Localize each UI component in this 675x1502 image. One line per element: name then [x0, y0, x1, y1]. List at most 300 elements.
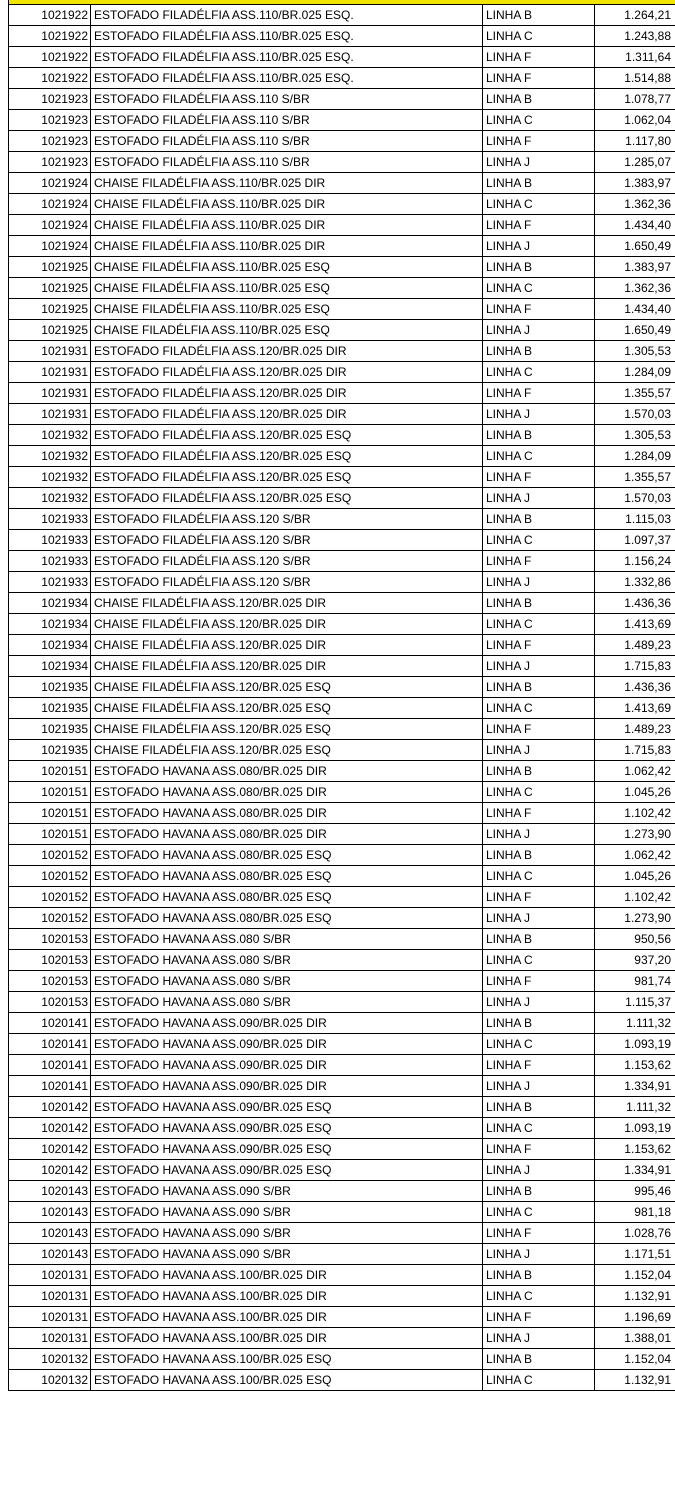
product-line-cell[interactable]: LINHA C — [483, 278, 595, 299]
product-code-cell[interactable]: 1021925 — [9, 257, 91, 278]
product-line-cell[interactable]: LINHA C — [483, 1286, 595, 1307]
product-description-cell[interactable]: ESTOFADO FILADÉLFIA ASS.120/BR.025 ESQ — [91, 446, 483, 467]
product-description-cell[interactable]: ESTOFADO HAVANA ASS.090 S/BR — [91, 1181, 483, 1202]
price-cell[interactable]: 1.436,36 — [595, 593, 675, 614]
table-row[interactable] — [9, 1055, 675, 1076]
price-cell[interactable]: 1.171,51 — [595, 1244, 675, 1265]
product-line-cell[interactable]: LINHA B — [483, 1265, 595, 1286]
price-cell[interactable]: 1.062,04 — [595, 110, 675, 131]
table-row[interactable] — [9, 1160, 675, 1181]
product-line-cell[interactable]: LINHA B — [483, 677, 595, 698]
price-cell[interactable]: 1.152,04 — [595, 1349, 675, 1370]
price-cell[interactable]: 1.355,57 — [595, 467, 675, 488]
product-description-cell[interactable]: ESTOFADO HAVANA ASS.090/BR.025 DIR — [91, 1055, 483, 1076]
price-cell[interactable]: 1.152,04 — [595, 1265, 675, 1286]
price-cell[interactable]: 1.285,07 — [595, 152, 675, 173]
price-cell[interactable]: 1.650,49 — [595, 320, 675, 341]
price-cell[interactable]: 937,20 — [595, 950, 675, 971]
table-row[interactable] — [9, 929, 675, 950]
product-code-cell[interactable]: 1020131 — [9, 1265, 91, 1286]
price-cell[interactable]: 1.093,19 — [595, 1034, 675, 1055]
product-code-cell[interactable]: 1021932 — [9, 488, 91, 509]
price-cell[interactable]: 1.514,88 — [595, 68, 675, 89]
price-cell[interactable]: 1.383,97 — [595, 173, 675, 194]
table-row[interactable] — [9, 320, 675, 341]
table-row[interactable] — [9, 1034, 675, 1055]
table-row[interactable] — [9, 1265, 675, 1286]
product-line-cell[interactable]: LINHA J — [483, 1328, 595, 1349]
product-description-cell[interactable]: ESTOFADO FILADÉLFIA ASS.110 S/BR — [91, 89, 483, 110]
product-description-cell[interactable]: ESTOFADO FILADÉLFIA ASS.110 S/BR — [91, 152, 483, 173]
price-cell[interactable]: 1.045,26 — [595, 866, 675, 887]
table-row[interactable] — [9, 1097, 675, 1118]
product-description-cell[interactable]: ESTOFADO HAVANA ASS.100/BR.025 DIR — [91, 1265, 483, 1286]
product-code-cell[interactable]: 1021923 — [9, 89, 91, 110]
price-cell[interactable]: 981,18 — [595, 1202, 675, 1223]
table-row[interactable] — [9, 257, 675, 278]
price-cell[interactable]: 1.117,80 — [595, 131, 675, 152]
price-cell[interactable]: 1.028,76 — [595, 1223, 675, 1244]
price-cell[interactable]: 1.273,90 — [595, 908, 675, 929]
price-cell[interactable]: 1.132,91 — [595, 1370, 675, 1391]
product-description-cell[interactable]: CHAISE FILADÉLFIA ASS.120/BR.025 ESQ — [91, 677, 483, 698]
product-code-cell[interactable]: 1021924 — [9, 236, 91, 257]
product-line-cell[interactable]: LINHA B — [483, 845, 595, 866]
product-description-cell[interactable]: ESTOFADO FILADÉLFIA ASS.120/BR.025 DIR — [91, 341, 483, 362]
product-code-cell[interactable]: 1021924 — [9, 194, 91, 215]
product-line-cell[interactable]: LINHA B — [483, 593, 595, 614]
table-row[interactable] — [9, 530, 675, 551]
product-line-cell[interactable]: LINHA F — [483, 47, 595, 68]
table-row[interactable] — [9, 425, 675, 446]
product-line-cell[interactable]: LINHA B — [483, 257, 595, 278]
product-description-cell[interactable]: ESTOFADO FILADÉLFIA ASS.110 S/BR — [91, 131, 483, 152]
price-cell[interactable]: 1.715,83 — [595, 656, 675, 677]
product-description-cell[interactable]: ESTOFADO HAVANA ASS.100/BR.025 DIR — [91, 1307, 483, 1328]
product-description-cell[interactable]: ESTOFADO HAVANA ASS.100/BR.025 ESQ — [91, 1370, 483, 1391]
price-cell[interactable]: 1.093,19 — [595, 1118, 675, 1139]
table-row[interactable] — [9, 362, 675, 383]
product-description-cell[interactable]: CHAISE FILADÉLFIA ASS.120/BR.025 ESQ — [91, 740, 483, 761]
product-line-cell[interactable]: LINHA B — [483, 1013, 595, 1034]
product-description-cell[interactable]: CHAISE FILADÉLFIA ASS.110/BR.025 ESQ — [91, 320, 483, 341]
product-description-cell[interactable]: ESTOFADO HAVANA ASS.080/BR.025 DIR — [91, 782, 483, 803]
product-description-cell[interactable]: ESTOFADO HAVANA ASS.090/BR.025 DIR — [91, 1034, 483, 1055]
product-description-cell[interactable]: ESTOFADO HAVANA ASS.090/BR.025 ESQ — [91, 1160, 483, 1181]
product-line-cell[interactable]: LINHA J — [483, 1244, 595, 1265]
product-code-cell[interactable]: 1021935 — [9, 698, 91, 719]
price-cell[interactable]: 1.115,03 — [595, 509, 675, 530]
product-line-cell[interactable]: LINHA F — [483, 635, 595, 656]
product-code-cell[interactable]: 1020143 — [9, 1181, 91, 1202]
price-cell[interactable]: 1.436,36 — [595, 677, 675, 698]
price-cell[interactable]: 1.570,03 — [595, 488, 675, 509]
product-code-cell[interactable]: 1020152 — [9, 887, 91, 908]
product-line-cell[interactable]: LINHA J — [483, 740, 595, 761]
product-line-cell[interactable]: LINHA B — [483, 1181, 595, 1202]
product-code-cell[interactable]: 1021931 — [9, 341, 91, 362]
product-line-cell[interactable]: LINHA F — [483, 1139, 595, 1160]
product-description-cell[interactable]: CHAISE FILADÉLFIA ASS.110/BR.025 DIR — [91, 236, 483, 257]
product-line-cell[interactable]: LINHA B — [483, 1349, 595, 1370]
product-description-cell[interactable]: CHAISE FILADÉLFIA ASS.120/BR.025 ESQ — [91, 698, 483, 719]
product-code-cell[interactable]: 1020131 — [9, 1328, 91, 1349]
product-line-cell[interactable]: LINHA C — [483, 362, 595, 383]
product-line-cell[interactable]: LINHA J — [483, 488, 595, 509]
product-code-cell[interactable]: 1020131 — [9, 1307, 91, 1328]
product-line-cell[interactable]: LINHA F — [483, 68, 595, 89]
table-row[interactable] — [9, 656, 675, 677]
product-description-cell[interactable]: CHAISE FILADÉLFIA ASS.120/BR.025 DIR — [91, 593, 483, 614]
table-row[interactable] — [9, 278, 675, 299]
price-cell[interactable]: 1.334,91 — [595, 1076, 675, 1097]
product-code-cell[interactable]: 1021932 — [9, 467, 91, 488]
table-row[interactable] — [9, 509, 675, 530]
table-row[interactable] — [9, 1076, 675, 1097]
table-row[interactable] — [9, 446, 675, 467]
table-row[interactable] — [9, 5, 675, 26]
product-line-cell[interactable]: LINHA F — [483, 1055, 595, 1076]
price-cell[interactable]: 1.097,37 — [595, 530, 675, 551]
product-description-cell[interactable]: CHAISE FILADÉLFIA ASS.120/BR.025 DIR — [91, 656, 483, 677]
product-description-cell[interactable]: ESTOFADO HAVANA ASS.100/BR.025 DIR — [91, 1286, 483, 1307]
price-cell[interactable]: 1.334,91 — [595, 1160, 675, 1181]
product-code-cell[interactable]: 1021934 — [9, 635, 91, 656]
table-row[interactable] — [9, 194, 675, 215]
product-line-cell[interactable]: LINHA F — [483, 1223, 595, 1244]
product-description-cell[interactable]: ESTOFADO FILADÉLFIA ASS.110/BR.025 ESQ. — [91, 68, 483, 89]
product-code-cell[interactable]: 1021932 — [9, 446, 91, 467]
product-line-cell[interactable]: LINHA F — [483, 803, 595, 824]
product-description-cell[interactable]: ESTOFADO HAVANA ASS.080 S/BR — [91, 971, 483, 992]
table-row[interactable] — [9, 992, 675, 1013]
price-cell[interactable]: 1.305,53 — [595, 341, 675, 362]
price-cell[interactable]: 1.264,21 — [595, 5, 675, 26]
table-row[interactable] — [9, 1202, 675, 1223]
product-line-cell[interactable]: LINHA F — [483, 131, 595, 152]
product-line-cell[interactable]: LINHA C — [483, 866, 595, 887]
product-code-cell[interactable]: 1021935 — [9, 677, 91, 698]
product-description-cell[interactable]: ESTOFADO FILADÉLFIA ASS.120 S/BR — [91, 551, 483, 572]
price-cell[interactable]: 1.434,40 — [595, 299, 675, 320]
product-description-cell[interactable]: CHAISE FILADÉLFIA ASS.110/BR.025 DIR — [91, 173, 483, 194]
product-description-cell[interactable]: ESTOFADO HAVANA ASS.080/BR.025 ESQ — [91, 908, 483, 929]
table-row[interactable] — [9, 740, 675, 761]
table-row[interactable] — [9, 215, 675, 236]
product-code-cell[interactable]: 1020143 — [9, 1223, 91, 1244]
product-line-cell[interactable]: LINHA C — [483, 950, 595, 971]
product-description-cell[interactable]: ESTOFADO FILADÉLFIA ASS.110/BR.025 ESQ. — [91, 5, 483, 26]
product-line-cell[interactable]: LINHA F — [483, 299, 595, 320]
price-cell[interactable]: 1.111,32 — [595, 1097, 675, 1118]
product-code-cell[interactable]: 1020131 — [9, 1286, 91, 1307]
table-row[interactable] — [9, 68, 675, 89]
price-cell[interactable]: 1.196,69 — [595, 1307, 675, 1328]
product-line-cell[interactable]: LINHA B — [483, 89, 595, 110]
product-description-cell[interactable]: ESTOFADO HAVANA ASS.080/BR.025 DIR — [91, 824, 483, 845]
product-line-cell[interactable]: LINHA J — [483, 404, 595, 425]
price-cell[interactable]: 1.284,09 — [595, 446, 675, 467]
price-cell[interactable]: 1.115,37 — [595, 992, 675, 1013]
table-row[interactable] — [9, 950, 675, 971]
product-line-cell[interactable]: LINHA F — [483, 887, 595, 908]
product-line-cell[interactable]: LINHA B — [483, 341, 595, 362]
product-code-cell[interactable]: 1020153 — [9, 950, 91, 971]
product-code-cell[interactable]: 1020142 — [9, 1097, 91, 1118]
table-row[interactable] — [9, 89, 675, 110]
product-code-cell[interactable]: 1020143 — [9, 1202, 91, 1223]
table-row[interactable] — [9, 1349, 675, 1370]
product-line-cell[interactable]: LINHA C — [483, 782, 595, 803]
product-code-cell[interactable]: 1020143 — [9, 1244, 91, 1265]
table-row[interactable] — [9, 383, 675, 404]
table-row[interactable] — [9, 719, 675, 740]
table-row[interactable] — [9, 908, 675, 929]
table-row[interactable] — [9, 1013, 675, 1034]
product-description-cell[interactable]: ESTOFADO HAVANA ASS.090/BR.025 DIR — [91, 1076, 483, 1097]
product-description-cell[interactable]: ESTOFADO FILADÉLFIA ASS.110/BR.025 ESQ. — [91, 26, 483, 47]
product-line-cell[interactable]: LINHA F — [483, 551, 595, 572]
price-cell[interactable]: 1.434,40 — [595, 215, 675, 236]
product-description-cell[interactable]: ESTOFADO HAVANA ASS.080/BR.025 ESQ — [91, 866, 483, 887]
product-code-cell[interactable]: 1021922 — [9, 5, 91, 26]
table-row[interactable] — [9, 761, 675, 782]
product-code-cell[interactable]: 1021922 — [9, 47, 91, 68]
product-description-cell[interactable]: ESTOFADO FILADÉLFIA ASS.120/BR.025 DIR — [91, 362, 483, 383]
product-line-cell[interactable]: LINHA C — [483, 1202, 595, 1223]
product-code-cell[interactable]: 1020142 — [9, 1160, 91, 1181]
price-cell[interactable]: 1.413,69 — [595, 614, 675, 635]
product-description-cell[interactable]: CHAISE FILADÉLFIA ASS.110/BR.025 ESQ — [91, 299, 483, 320]
product-description-cell[interactable]: ESTOFADO FILADÉLFIA ASS.120/BR.025 ESQ — [91, 425, 483, 446]
product-code-cell[interactable]: 1021931 — [9, 404, 91, 425]
price-cell[interactable]: 1.102,42 — [595, 887, 675, 908]
table-row[interactable] — [9, 1244, 675, 1265]
product-line-cell[interactable]: LINHA J — [483, 320, 595, 341]
product-line-cell[interactable]: LINHA J — [483, 1076, 595, 1097]
product-line-cell[interactable]: LINHA B — [483, 425, 595, 446]
product-description-cell[interactable]: ESTOFADO FILADÉLFIA ASS.120 S/BR — [91, 572, 483, 593]
product-line-cell[interactable]: LINHA F — [483, 971, 595, 992]
table-row[interactable] — [9, 1118, 675, 1139]
product-code-cell[interactable]: 1020142 — [9, 1139, 91, 1160]
table-row[interactable] — [9, 467, 675, 488]
price-cell[interactable]: 1.715,83 — [595, 740, 675, 761]
product-line-cell[interactable]: LINHA B — [483, 761, 595, 782]
table-row[interactable] — [9, 866, 675, 887]
price-cell[interactable]: 1.305,53 — [595, 425, 675, 446]
product-line-cell[interactable]: LINHA B — [483, 929, 595, 950]
price-cell[interactable]: 950,56 — [595, 929, 675, 950]
product-description-cell[interactable]: ESTOFADO HAVANA ASS.090/BR.025 ESQ — [91, 1097, 483, 1118]
product-code-cell[interactable]: 1021925 — [9, 278, 91, 299]
product-code-cell[interactable]: 1020151 — [9, 761, 91, 782]
product-description-cell[interactable]: ESTOFADO HAVANA ASS.090 S/BR — [91, 1244, 483, 1265]
product-description-cell[interactable]: ESTOFADO FILADÉLFIA ASS.110/BR.025 ESQ. — [91, 47, 483, 68]
product-line-cell[interactable]: LINHA J — [483, 572, 595, 593]
product-line-cell[interactable]: LINHA C — [483, 698, 595, 719]
price-cell[interactable]: 1.111,32 — [595, 1013, 675, 1034]
table-row[interactable] — [9, 551, 675, 572]
product-line-cell[interactable]: LINHA C — [483, 26, 595, 47]
price-cell[interactable]: 1.273,90 — [595, 824, 675, 845]
product-code-cell[interactable]: 1020141 — [9, 1034, 91, 1055]
product-line-cell[interactable]: LINHA C — [483, 1370, 595, 1391]
product-code-cell[interactable]: 1020152 — [9, 908, 91, 929]
product-description-cell[interactable]: CHAISE FILADÉLFIA ASS.110/BR.025 DIR — [91, 194, 483, 215]
product-code-cell[interactable]: 1020153 — [9, 929, 91, 950]
product-line-cell[interactable]: LINHA C — [483, 446, 595, 467]
product-line-cell[interactable]: LINHA F — [483, 719, 595, 740]
product-description-cell[interactable]: ESTOFADO FILADÉLFIA ASS.120 S/BR — [91, 530, 483, 551]
product-description-cell[interactable]: ESTOFADO HAVANA ASS.090 S/BR — [91, 1202, 483, 1223]
price-cell[interactable]: 1.078,77 — [595, 89, 675, 110]
product-code-cell[interactable]: 1020142 — [9, 1118, 91, 1139]
product-line-cell[interactable]: LINHA C — [483, 1118, 595, 1139]
product-description-cell[interactable]: ESTOFADO HAVANA ASS.080/BR.025 ESQ — [91, 887, 483, 908]
product-description-cell[interactable]: ESTOFADO FILADÉLFIA ASS.120 S/BR — [91, 509, 483, 530]
product-code-cell[interactable]: 1021922 — [9, 26, 91, 47]
price-cell[interactable]: 1.355,57 — [595, 383, 675, 404]
product-code-cell[interactable]: 1021934 — [9, 656, 91, 677]
table-row[interactable] — [9, 971, 675, 992]
price-cell[interactable]: 1.153,62 — [595, 1139, 675, 1160]
price-cell[interactable]: 1.362,36 — [595, 194, 675, 215]
table-row[interactable] — [9, 572, 675, 593]
product-line-cell[interactable]: LINHA B — [483, 5, 595, 26]
table-row[interactable] — [9, 47, 675, 68]
product-description-cell[interactable]: ESTOFADO HAVANA ASS.100/BR.025 ESQ — [91, 1349, 483, 1370]
product-code-cell[interactable]: 1020153 — [9, 992, 91, 1013]
table-row[interactable] — [9, 236, 675, 257]
table-row[interactable] — [9, 1286, 675, 1307]
table-row[interactable] — [9, 845, 675, 866]
product-code-cell[interactable]: 1020132 — [9, 1349, 91, 1370]
table-row[interactable] — [9, 1307, 675, 1328]
table-row[interactable] — [9, 341, 675, 362]
product-code-cell[interactable]: 1020152 — [9, 845, 91, 866]
product-line-cell[interactable]: LINHA C — [483, 194, 595, 215]
product-code-cell[interactable]: 1021933 — [9, 509, 91, 530]
price-cell[interactable]: 1.332,86 — [595, 572, 675, 593]
product-code-cell[interactable]: 1021925 — [9, 299, 91, 320]
product-line-cell[interactable]: LINHA J — [483, 992, 595, 1013]
product-code-cell[interactable]: 1021932 — [9, 425, 91, 446]
price-cell[interactable]: 1.489,23 — [595, 635, 675, 656]
product-line-cell[interactable]: LINHA C — [483, 1034, 595, 1055]
table-row[interactable] — [9, 635, 675, 656]
table-row[interactable] — [9, 593, 675, 614]
product-code-cell[interactable]: 1021935 — [9, 740, 91, 761]
price-cell[interactable]: 1.489,23 — [595, 719, 675, 740]
price-cell[interactable]: 1.570,03 — [595, 404, 675, 425]
product-code-cell[interactable]: 1020152 — [9, 866, 91, 887]
product-code-cell[interactable]: 1021933 — [9, 572, 91, 593]
product-code-cell[interactable]: 1020132 — [9, 1370, 91, 1391]
product-code-cell[interactable]: 1021925 — [9, 320, 91, 341]
product-description-cell[interactable]: CHAISE FILADÉLFIA ASS.110/BR.025 ESQ — [91, 257, 483, 278]
product-description-cell[interactable]: ESTOFADO FILADÉLFIA ASS.120/BR.025 ESQ — [91, 488, 483, 509]
table-row[interactable] — [9, 404, 675, 425]
table-row[interactable] — [9, 26, 675, 47]
price-cell[interactable]: 1.243,88 — [595, 26, 675, 47]
product-description-cell[interactable]: CHAISE FILADÉLFIA ASS.120/BR.025 DIR — [91, 614, 483, 635]
table-row[interactable] — [9, 803, 675, 824]
product-line-cell[interactable]: LINHA F — [483, 467, 595, 488]
table-row[interactable] — [9, 1328, 675, 1349]
table-row[interactable] — [9, 824, 675, 845]
table-row[interactable] — [9, 782, 675, 803]
product-description-cell[interactable]: CHAISE FILADÉLFIA ASS.110/BR.025 ESQ — [91, 278, 483, 299]
price-cell[interactable]: 1.284,09 — [595, 362, 675, 383]
product-description-cell[interactable]: ESTOFADO HAVANA ASS.100/BR.025 DIR — [91, 1328, 483, 1349]
product-code-cell[interactable]: 1021933 — [9, 530, 91, 551]
price-cell[interactable]: 1.413,69 — [595, 698, 675, 719]
price-cell[interactable]: 981,74 — [595, 971, 675, 992]
product-code-cell[interactable]: 1021924 — [9, 173, 91, 194]
product-line-cell[interactable]: LINHA F — [483, 1307, 595, 1328]
table-row[interactable] — [9, 173, 675, 194]
product-description-cell[interactable]: ESTOFADO HAVANA ASS.080/BR.025 DIR — [91, 803, 483, 824]
product-description-cell[interactable]: CHAISE FILADÉLFIA ASS.120/BR.025 ESQ — [91, 719, 483, 740]
table-row[interactable] — [9, 299, 675, 320]
price-cell[interactable]: 1.311,64 — [595, 47, 675, 68]
price-cell[interactable]: 1.045,26 — [595, 782, 675, 803]
product-description-cell[interactable]: ESTOFADO HAVANA ASS.080 S/BR — [91, 992, 483, 1013]
product-code-cell[interactable]: 1021931 — [9, 383, 91, 404]
product-code-cell[interactable]: 1021923 — [9, 152, 91, 173]
product-line-cell[interactable]: LINHA B — [483, 509, 595, 530]
product-description-cell[interactable]: CHAISE FILADÉLFIA ASS.110/BR.025 DIR — [91, 215, 483, 236]
product-code-cell[interactable]: 1020141 — [9, 1013, 91, 1034]
product-code-cell[interactable]: 1020141 — [9, 1076, 91, 1097]
price-cell[interactable]: 1.062,42 — [595, 761, 675, 782]
price-cell[interactable]: 995,46 — [595, 1181, 675, 1202]
product-description-cell[interactable]: CHAISE FILADÉLFIA ASS.120/BR.025 DIR — [91, 635, 483, 656]
product-line-cell[interactable]: LINHA J — [483, 236, 595, 257]
price-cell[interactable]: 1.383,97 — [595, 257, 675, 278]
price-cell[interactable]: 1.156,24 — [595, 551, 675, 572]
product-description-cell[interactable]: ESTOFADO HAVANA ASS.090/BR.025 ESQ — [91, 1139, 483, 1160]
product-description-cell[interactable]: ESTOFADO FILADÉLFIA ASS.120/BR.025 DIR — [91, 383, 483, 404]
product-code-cell[interactable]: 1021934 — [9, 614, 91, 635]
product-description-cell[interactable]: ESTOFADO HAVANA ASS.090/BR.025 ESQ — [91, 1118, 483, 1139]
product-code-cell[interactable]: 1021923 — [9, 131, 91, 152]
table-row[interactable] — [9, 152, 675, 173]
table-row[interactable] — [9, 131, 675, 152]
product-description-cell[interactable]: ESTOFADO HAVANA ASS.090 S/BR — [91, 1223, 483, 1244]
product-description-cell[interactable]: ESTOFADO HAVANA ASS.080/BR.025 DIR — [91, 761, 483, 782]
product-description-cell[interactable]: ESTOFADO HAVANA ASS.080 S/BR — [91, 950, 483, 971]
product-code-cell[interactable]: 1021923 — [9, 110, 91, 131]
product-line-cell[interactable]: LINHA C — [483, 110, 595, 131]
table-row[interactable] — [9, 1181, 675, 1202]
product-line-cell[interactable]: LINHA C — [483, 614, 595, 635]
product-code-cell[interactable]: 1021935 — [9, 719, 91, 740]
product-code-cell[interactable]: 1021934 — [9, 593, 91, 614]
price-cell[interactable]: 1.102,42 — [595, 803, 675, 824]
product-line-cell[interactable]: LINHA F — [483, 383, 595, 404]
product-code-cell[interactable]: 1021924 — [9, 215, 91, 236]
table-row[interactable] — [9, 488, 675, 509]
price-cell[interactable]: 1.062,42 — [595, 845, 675, 866]
product-code-cell[interactable]: 1020151 — [9, 782, 91, 803]
product-description-cell[interactable]: ESTOFADO HAVANA ASS.090/BR.025 DIR — [91, 1013, 483, 1034]
table-row[interactable] — [9, 110, 675, 131]
table-row[interactable] — [9, 1370, 675, 1391]
product-line-cell[interactable]: LINHA J — [483, 656, 595, 677]
product-code-cell[interactable]: 1020141 — [9, 1055, 91, 1076]
